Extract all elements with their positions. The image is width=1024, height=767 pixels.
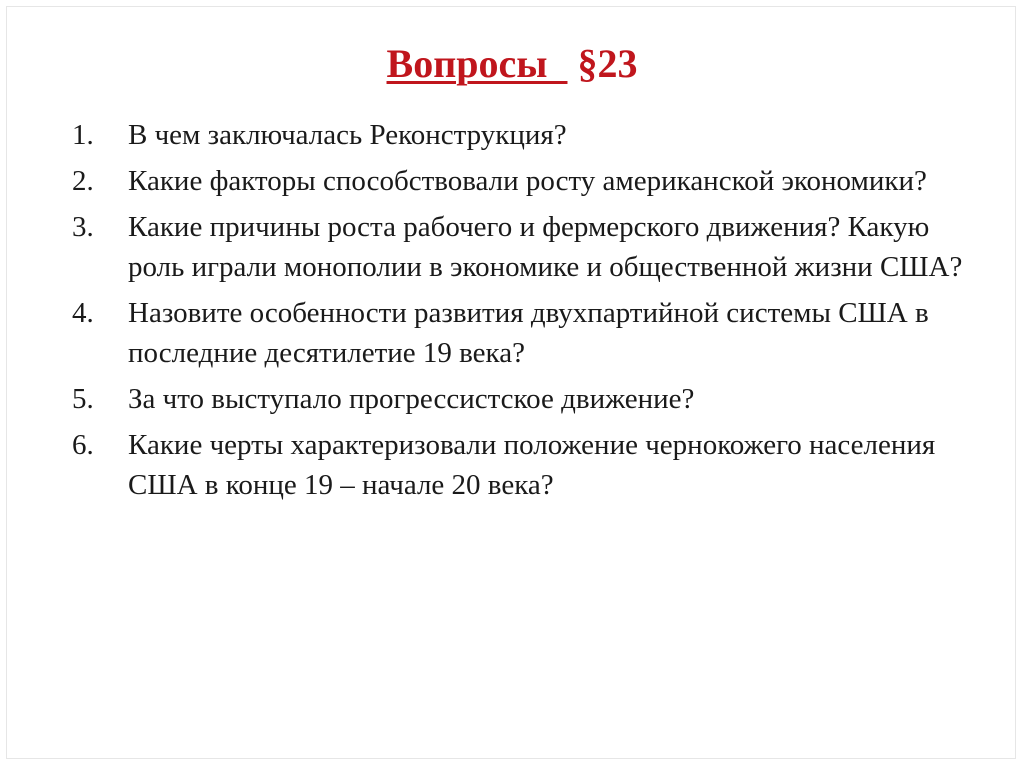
title-main: Вопросы [386, 41, 568, 86]
question-item [72, 379, 972, 419]
question-text: Какие черты характеризовали положение чернокожего населения США в конце 19 – начале 20 века? [128, 429, 936, 501]
question-number: 2. [72, 165, 94, 197]
title-section: §23 [567, 41, 638, 86]
question-text: За что выступало прогрессистское движение? [128, 383, 695, 415]
question-number: 3. [72, 211, 94, 243]
question-item [72, 161, 972, 201]
question-text: Назовите особенности развития двухпартийной системы США в последние десятилетие 19 века? [128, 297, 929, 369]
question-text: Какие причины роста рабочего и фермерского движения? Какую роль играли монополии в экономике и общественной жизни США? [128, 211, 963, 283]
question-number: 4. [72, 297, 94, 329]
question-list [72, 115, 972, 511]
question-item [72, 425, 972, 505]
question-number: 1. [72, 119, 94, 151]
question-item [72, 115, 972, 155]
question-number: 5. [72, 383, 94, 415]
question-number: 6. [72, 429, 94, 461]
slide-title [0, 38, 1024, 90]
question-item [72, 207, 972, 287]
question-text: В чем заключалась Реконструкция? [128, 119, 567, 151]
question-text: Какие факторы способствовали росту американской экономики? [128, 165, 927, 197]
question-item [72, 293, 972, 373]
